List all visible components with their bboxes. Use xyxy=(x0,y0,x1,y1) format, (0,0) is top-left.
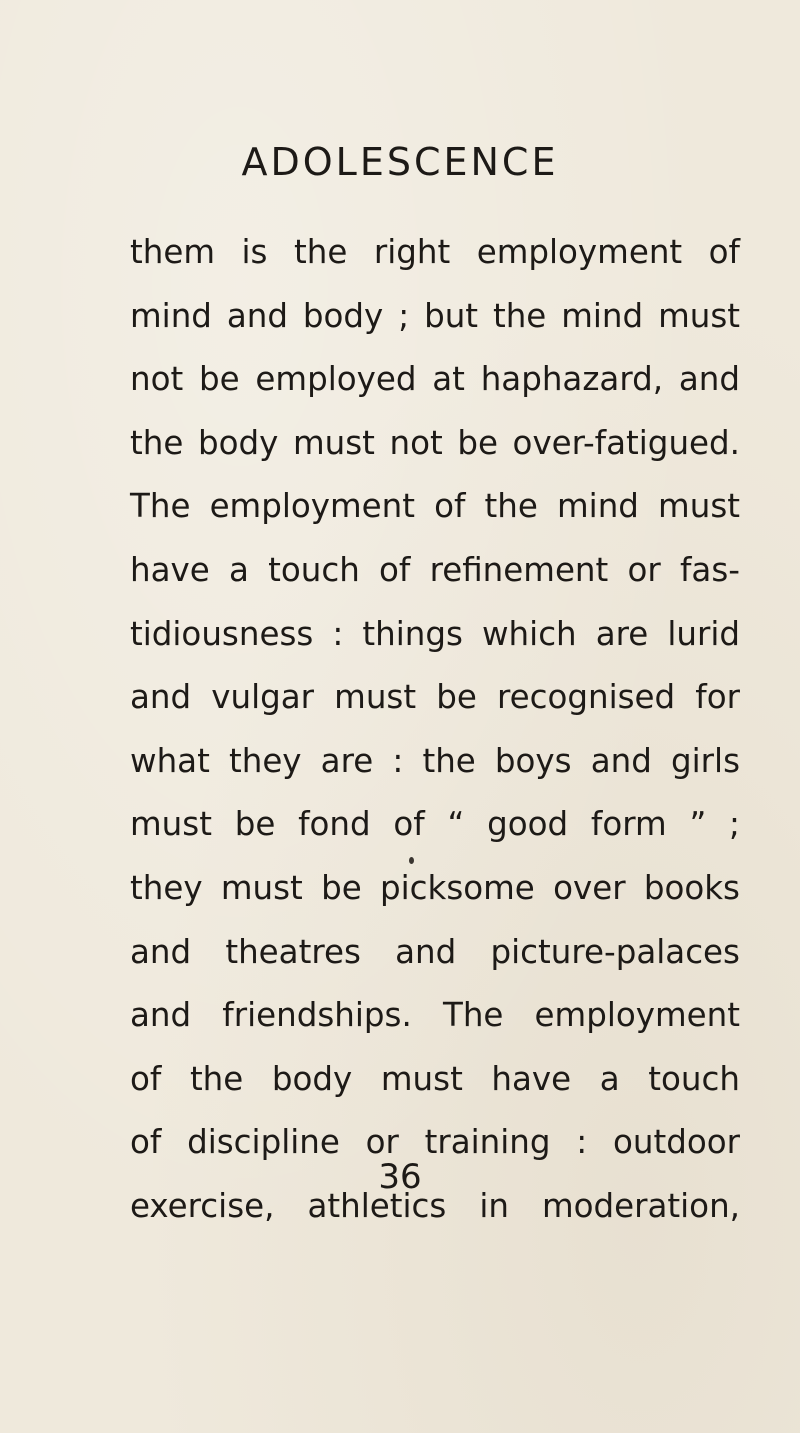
text-line: and vulgar must be recognised for xyxy=(130,678,740,717)
body-text xyxy=(130,221,740,1239)
text-line: mind and body ; but the mind must xyxy=(130,296,740,335)
text-line: exercise, athletics in moderation, xyxy=(130,1186,740,1225)
text-line: they must be picksome over books xyxy=(130,868,740,907)
text-line: of the body must have a touch xyxy=(130,1059,740,1098)
text-line: of discipline or training : outdoor xyxy=(130,1123,740,1162)
text-line: tidiousness : things which are lurid xyxy=(130,614,740,653)
running-head: ADOLESCENCE xyxy=(241,140,559,184)
text-line: have a touch of refinement or fas- xyxy=(130,550,740,589)
text-line: and friendships. The employment xyxy=(130,996,740,1035)
text-line: The employment of the mind must xyxy=(130,487,740,526)
page-number: 36 xyxy=(378,1157,422,1197)
text-line: must be fond of “ good form ” ; xyxy=(130,805,740,844)
text-line: and theatres and picture-palaces xyxy=(130,932,740,971)
text-line: them is the right employment of xyxy=(130,233,740,271)
text-line: not be employed at haphazard, and xyxy=(130,360,740,399)
ink-speck xyxy=(409,857,414,864)
text-line: the body must not be over-fatigued. xyxy=(130,423,740,462)
text-line: what they are : the boys and girls xyxy=(130,741,740,780)
